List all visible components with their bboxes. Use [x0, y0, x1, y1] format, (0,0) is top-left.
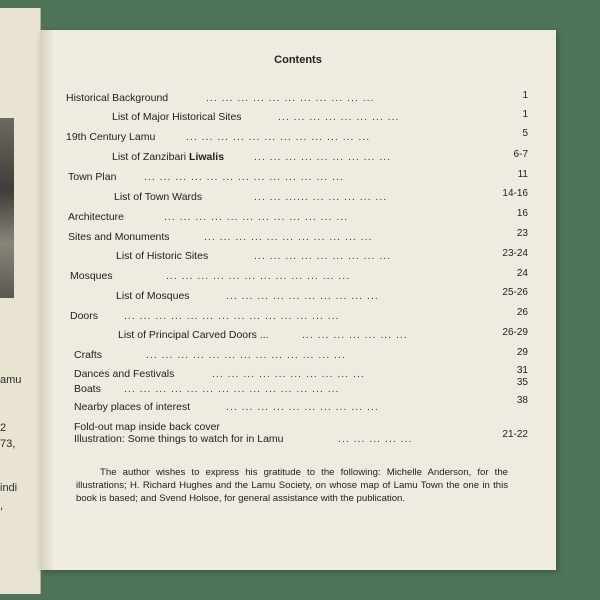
toc-page-number: 21-22: [502, 429, 528, 440]
toc-entry-label: Doors: [70, 310, 99, 322]
toc-leader-dots: ... ... ...... ... ... ... ... ...: [254, 191, 388, 203]
toc-entry-label: Town Plan: [68, 171, 117, 183]
toc-page-number: 11: [517, 169, 528, 180]
toc-page-number: 31: [516, 365, 528, 376]
toc-page-number: 1: [522, 90, 528, 101]
toc-entry-label: Sites and Monuments: [68, 231, 170, 243]
toc-leader-dots: ... ... ... ... ... ... ... ... ... ... ... ... ...: [146, 349, 346, 361]
toc-page-number: 5: [522, 128, 528, 139]
contents-page: [40, 30, 556, 570]
toc-page-number: 35: [516, 377, 528, 388]
toc-page-number: 23: [516, 228, 528, 239]
toc-page-number: 26: [516, 307, 528, 318]
toc-entry-label: List of Major Historical Sites: [112, 111, 242, 123]
toc-entry-label: List of Mosques: [116, 290, 190, 302]
toc-page-number: 25-26: [502, 287, 528, 298]
toc-leader-dots: ... ... ... ... ... ... ... ... ... ... ... ...: [186, 131, 371, 143]
toc-entry-label: Nearby places of interest: [74, 401, 191, 413]
toc-page-number: 1: [522, 109, 528, 120]
toc-leader-dots: ... ... ... ... ... ... ... ... ...: [254, 250, 392, 262]
toc-entry-label: List of Town Wards: [114, 191, 203, 203]
page-spine-shadow: [40, 30, 54, 570]
toc-leader-dots: ... ... ... ... ... ... ... ... ... ... ...: [204, 231, 373, 243]
toc-entry-label: Fold-out map inside back cover: [74, 421, 220, 433]
toc-page-number: 29: [516, 347, 528, 358]
left-page-photo: [0, 118, 14, 298]
toc-leader-dots: ... ... ... ... ...: [338, 433, 413, 445]
toc-page-number: 24: [516, 268, 528, 279]
toc-entry-label: Illustration: Some things to watch for in Lamu: [74, 433, 284, 445]
toc-leader-dots: ... ... ... ... ... ... ... ... ... ...: [226, 401, 379, 413]
toc-entry-label: List of Zanzibari Liwalis: [112, 151, 225, 163]
toc-page-number: 23-24: [502, 248, 528, 259]
toc-leader-dots: ... ... ... ... ... ... ... ... ... ... ... ...: [164, 211, 349, 223]
toc-leader-dots: ... ... ... ... ... ... ... ... ... ...: [226, 290, 379, 302]
left-page-fragment: ,: [0, 500, 4, 512]
left-page-fragment: amu: [0, 374, 22, 386]
toc-leader-dots: ... ... ... ... ... ... ... ... ... ... ... ...: [166, 270, 351, 282]
toc-entry-label: Boats: [74, 383, 101, 395]
toc-entry-label: Crafts: [74, 349, 103, 361]
toc-entry-label: List of Historic Sites: [116, 250, 209, 262]
left-page-fragment: indi: [0, 482, 18, 494]
toc-page-number: 26-29: [502, 327, 528, 338]
left-page-fragment: 73,: [0, 438, 16, 450]
toc-entry-label: Historical Background: [66, 92, 169, 104]
toc-entry-label: Mosques: [70, 270, 113, 282]
toc-entry-label: List of Principal Carved Doors ...: [118, 329, 269, 341]
toc-entry-label: 19th Century Lamu: [66, 131, 156, 143]
toc-page-number: 14-16: [502, 188, 528, 199]
toc-leader-dots: ... ... ... ... ... ... ... ...: [278, 111, 400, 123]
toc-leader-dots: ... ... ... ... ... ... ... ... ... ...: [212, 368, 365, 380]
toc-leader-dots: ... ... ... ... ... ... ... ... ... ... ... ... ... ...: [124, 310, 340, 322]
left-page-fragment: 2: [0, 422, 7, 434]
toc-page-number: 16: [516, 208, 528, 219]
toc-entry-label: Dances and Festivals: [74, 368, 175, 380]
toc-leader-dots: ... ... ... ... ... ... ... ... ... ... ... ... ... ...: [124, 383, 340, 395]
toc-leader-dots: ... ... ... ... ... ... ... ... ... ... ...: [206, 92, 375, 104]
left-page: [0, 8, 41, 594]
page-title: Contents: [274, 54, 322, 66]
toc-leader-dots: ... ... ... ... ... ... ... ... ...: [254, 151, 392, 163]
toc-leader-dots: ... ... ... ... ... ... ...: [302, 329, 408, 341]
toc-page-number: 6-7: [513, 149, 528, 160]
toc-page-number: 38: [516, 395, 528, 406]
toc-leader-dots: ... ... ... ... ... ... ... ... ... ... ... ... ...: [144, 171, 344, 183]
toc-entry-label: Architecture: [68, 211, 125, 223]
acknowledgement-paragraph: The author wishes to express his gratitude to the following: Michelle Anderson, for the illustrations; H. Richard Hughes and the Lamu Society, on whose map of Lamu Town the one in this book is based; and Svend Holsoe, for general assistance with the publication.: [76, 467, 508, 505]
